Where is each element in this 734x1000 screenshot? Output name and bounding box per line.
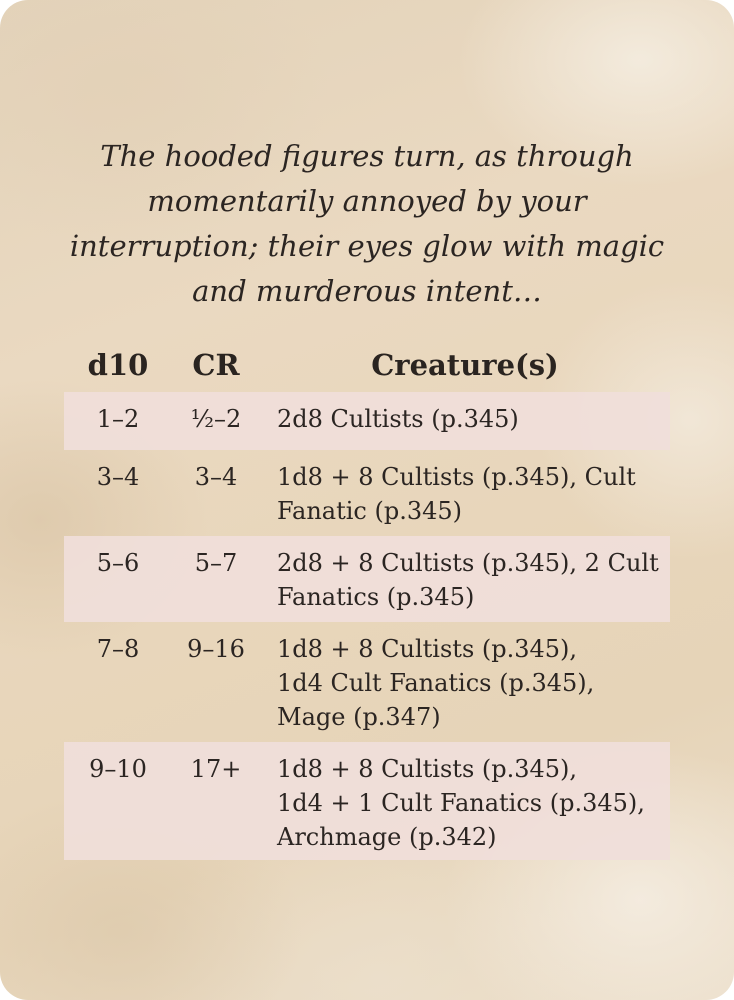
- creature-line: 2d8 + 8 Cultists (p.345), 2 Cult: [277, 549, 659, 577]
- creature-line: Archmage (p.342): [277, 823, 497, 851]
- cell-d10: 7–8: [96, 635, 140, 663]
- creature-line: Fanatics (p.345): [277, 583, 475, 611]
- cell-d10: 1–2: [96, 405, 140, 433]
- cell-cr: 5–7: [194, 549, 238, 577]
- creature-line: 1d4 + 1 Cult Fanatics (p.345),: [277, 789, 645, 817]
- cell-cr: 17+: [190, 755, 242, 783]
- header-d10: d10: [87, 348, 149, 382]
- cell-d10: 3–4: [96, 463, 140, 491]
- cell-d10: 5–6: [96, 549, 140, 577]
- creature-line: 1d8 + 8 Cultists (p.345),: [277, 635, 578, 663]
- creature-line: 2d8 Cultists (p.345): [277, 405, 519, 433]
- creature-line: 1d8 + 8 Cultists (p.345), Cult: [277, 463, 636, 491]
- table-row: [64, 392, 670, 450]
- cell-creatures: [277, 632, 662, 734]
- creature-line: 1d4 Cult Fanatics (p.345),: [277, 669, 595, 697]
- cell-creatures: [277, 460, 662, 528]
- flavor-line: The hooded figures turn, as through: [100, 139, 634, 173]
- cell-cr: ½–2: [190, 405, 242, 433]
- header-creatures: Creature(s): [371, 348, 559, 382]
- flavor-text: [60, 134, 674, 314]
- cell-cr: 3–4: [194, 463, 238, 491]
- creature-line: 1d8 + 8 Cultists (p.345),: [277, 755, 578, 783]
- table-row: [64, 622, 670, 742]
- creature-line: Mage (p.347): [277, 703, 441, 731]
- table-header: [64, 338, 670, 390]
- table-row: [64, 536, 670, 622]
- table-row: [64, 450, 670, 536]
- cell-cr: 9–16: [187, 635, 245, 663]
- cell-creatures: [277, 402, 662, 436]
- flavor-line: and murderous intent…: [192, 274, 542, 308]
- table-row: [64, 742, 670, 860]
- creature-line: Fanatic (p.345): [277, 497, 463, 525]
- cell-creatures: [277, 752, 662, 854]
- cell-creatures: [277, 546, 662, 614]
- encounter-table: [64, 392, 670, 860]
- header-cr: CR: [192, 348, 240, 382]
- cell-d10: 9–10: [89, 755, 147, 783]
- flavor-line: interruption; their eyes glow with magic: [69, 229, 665, 263]
- flavor-line: momentarily annoyed by your: [147, 184, 587, 218]
